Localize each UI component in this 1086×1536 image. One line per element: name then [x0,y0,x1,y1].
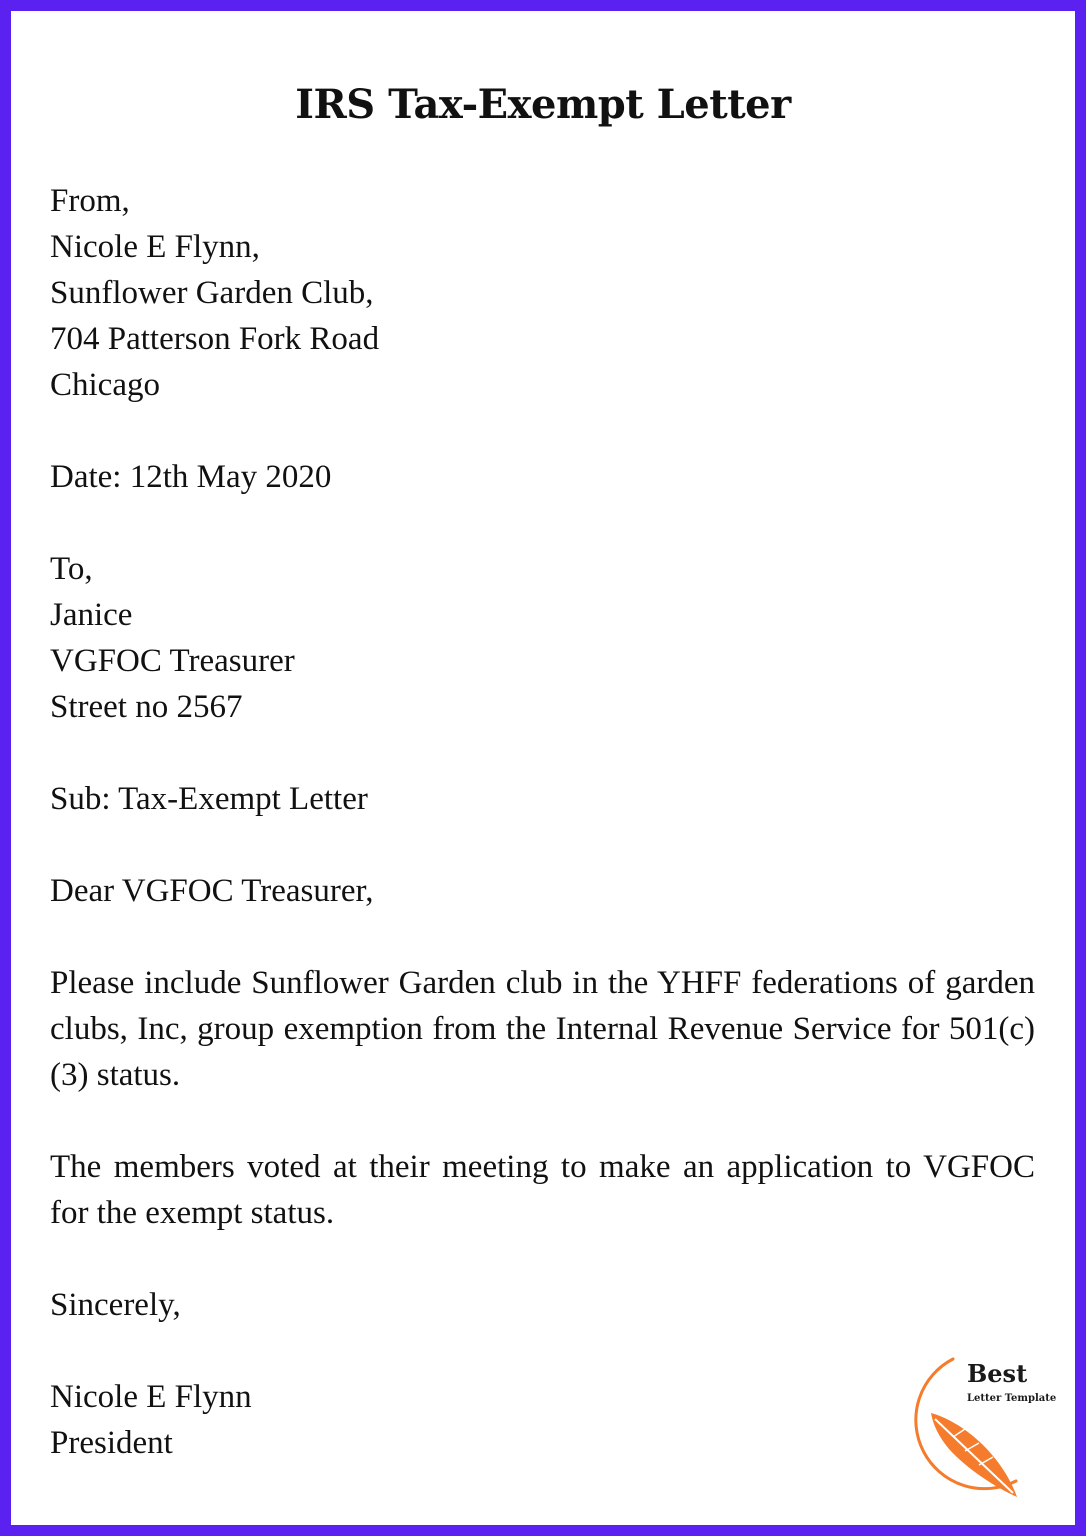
letter-body [50,178,1035,1466]
subject-line: Sub: Tax-Exempt Letter [50,781,368,817]
recipient-name: Janice [50,597,133,633]
spacer [50,500,1035,546]
sender-block [50,178,1035,408]
spacer [50,1328,1035,1374]
signature-title: President [50,1425,173,1461]
letter-date: Date: 12th May 2020 [50,459,332,495]
sender-city: Chicago [50,367,160,403]
sender-address: 704 Patterson Fork Road [50,321,380,357]
closing: Sincerely, [50,1287,181,1323]
brand-logo [891,1341,1076,1511]
to-heading: To, [50,551,93,587]
sender-organization: Sunflower Garden Club, [50,275,374,311]
spacer [50,822,1035,868]
spacer [50,408,1035,454]
signature-name: Nicole E Flynn [50,1379,252,1415]
signature-block [50,1374,1035,1466]
recipient-block [50,546,1035,730]
sender-name: Nicole E Flynn, [50,229,260,265]
page-title: IRS Tax-Exempt Letter [295,81,791,128]
recipient-street: Street no 2567 [50,689,243,725]
spacer [50,914,1035,960]
spacer [50,1098,1035,1144]
body-paragraph: The members voted at their meeting to make an application to VGFOC for the exempt status. [50,1149,1035,1231]
from-heading: From, [50,183,130,219]
salutation: Dear VGFOC Treasurer, [50,873,374,909]
spacer [50,730,1035,776]
spacer [50,1236,1035,1282]
recipient-title: VGFOC Treasurer [50,643,295,679]
logo-wordmark: Best [967,1359,1028,1388]
logo-tagline: Letter Template [967,1393,1057,1404]
body-paragraph: Please include Sunflower Garden club in the YHFF federations of garden clubs, Inc, group exemption from the Internal Revenue Service for 501(c)(3) status. [50,965,1035,1093]
